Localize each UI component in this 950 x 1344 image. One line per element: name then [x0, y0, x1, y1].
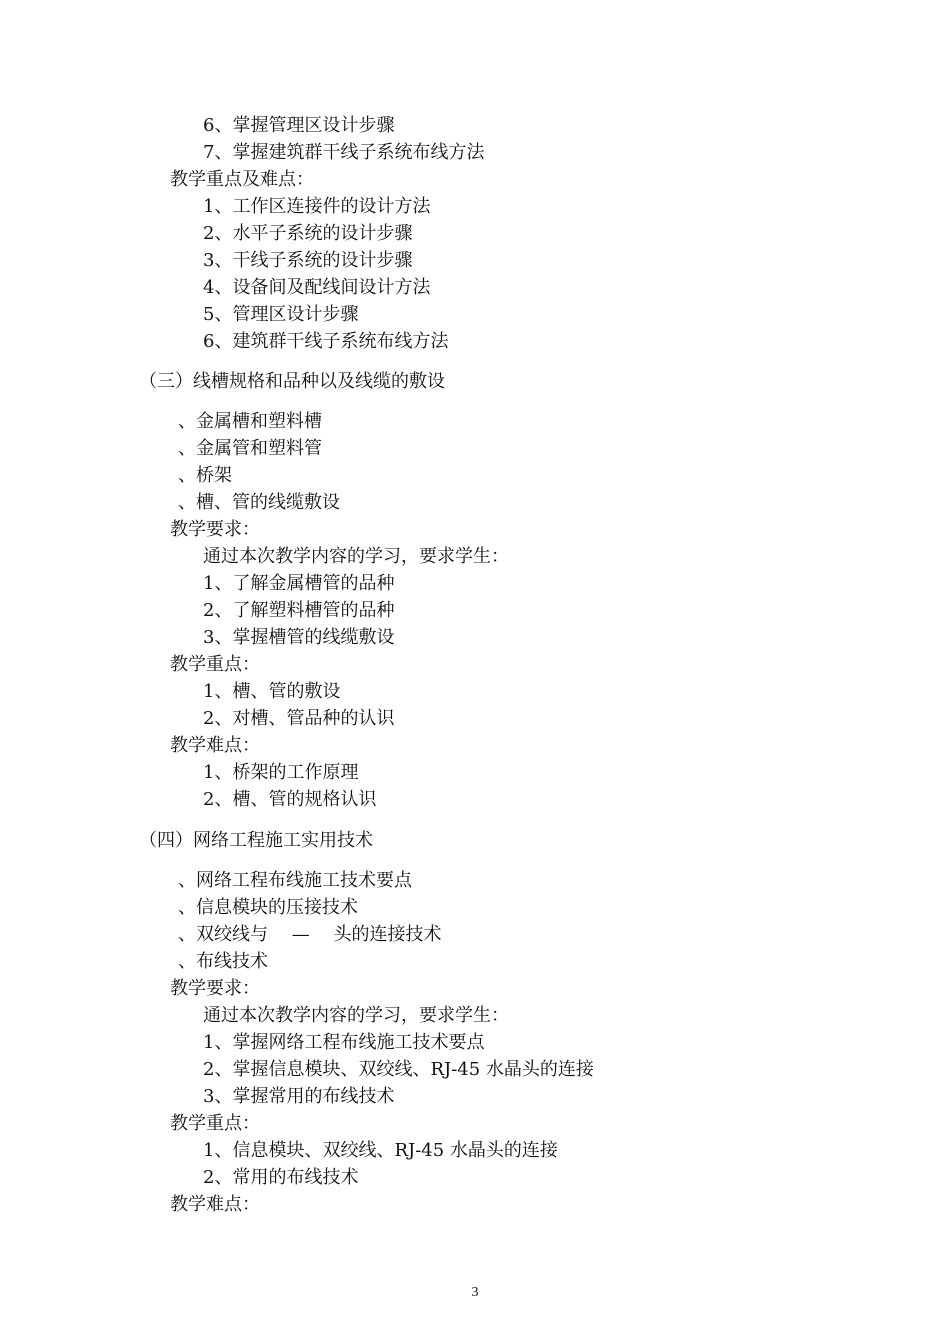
text-line: 3、掌握常用的布线技术 — [203, 1086, 395, 1107]
topic-item: 、信息模块的压接技术 — [178, 897, 358, 918]
text-line: 1、信息模块、双绞线、RJ-45 水晶头的连接 — [203, 1140, 558, 1161]
topic-item: 、金属管和塑料管 — [178, 438, 322, 459]
text-line: 3、掌握槽管的线缆敷设 — [203, 627, 395, 648]
section-label: 教学要求： — [170, 519, 260, 540]
section-heading: （三）线槽规格和品种以及线缆的敷设 — [139, 371, 445, 392]
text-line: 5、管理区设计步骤 — [203, 304, 359, 325]
section-label: 教学难点： — [170, 735, 260, 756]
text-line: 2、槽、管的规格认识 — [203, 789, 377, 810]
text-line: 1、槽、管的敷设 — [203, 681, 341, 702]
page-number: 3 — [471, 1285, 479, 1300]
section-heading: （四）网络工程施工实用技术 — [139, 830, 373, 851]
text-line: 6、建筑群干线子系统布线方法 — [203, 331, 449, 352]
text-line: 2、了解塑料槽管的品种 — [203, 600, 395, 621]
text-line: 4、设备间及配线间设计方法 — [203, 277, 431, 298]
topic-item: 、金属槽和塑料槽 — [178, 411, 322, 432]
text-line: 通过本次教学内容的学习，要求学生： — [203, 1005, 509, 1026]
text-line: 1、了解金属槽管的品种 — [203, 573, 395, 594]
topic-item: 、双绞线与 — 头的连接技术 — [178, 924, 442, 945]
text-line: 2、水平子系统的设计步骤 — [203, 223, 413, 244]
topic-item: 、布线技术 — [178, 951, 268, 972]
section-label: 教学要求： — [170, 978, 260, 999]
text-line: 通过本次教学内容的学习，要求学生： — [203, 546, 509, 567]
text-line: 1、掌握网络工程布线施工技术要点 — [203, 1032, 485, 1053]
text-line: 1、工作区连接件的设计方法 — [203, 196, 431, 217]
text-line: 2、掌握信息模块、双绞线、RJ-45 水晶头的连接 — [203, 1059, 594, 1080]
topic-item: 、网络工程布线施工技术要点 — [178, 870, 412, 891]
text-line: 7、掌握建筑群干线子系统布线方法 — [203, 142, 485, 163]
text-line: 1、桥架的工作原理 — [203, 762, 359, 783]
section-label: 教学难点： — [170, 1194, 260, 1215]
text-line: 6、掌握管理区设计步骤 — [203, 115, 395, 136]
text-line: 2、对槽、管品种的认识 — [203, 708, 395, 729]
text-line: 3、干线子系统的设计步骤 — [203, 250, 413, 271]
topic-item: 、桥架 — [178, 465, 232, 486]
section-label: 教学重点及难点： — [170, 169, 314, 190]
section-label: 教学重点： — [170, 654, 260, 675]
section-label: 教学重点： — [170, 1113, 260, 1134]
topic-item: 、槽、管的线缆敷设 — [178, 492, 340, 513]
text-line: 2、常用的布线技术 — [203, 1167, 359, 1188]
